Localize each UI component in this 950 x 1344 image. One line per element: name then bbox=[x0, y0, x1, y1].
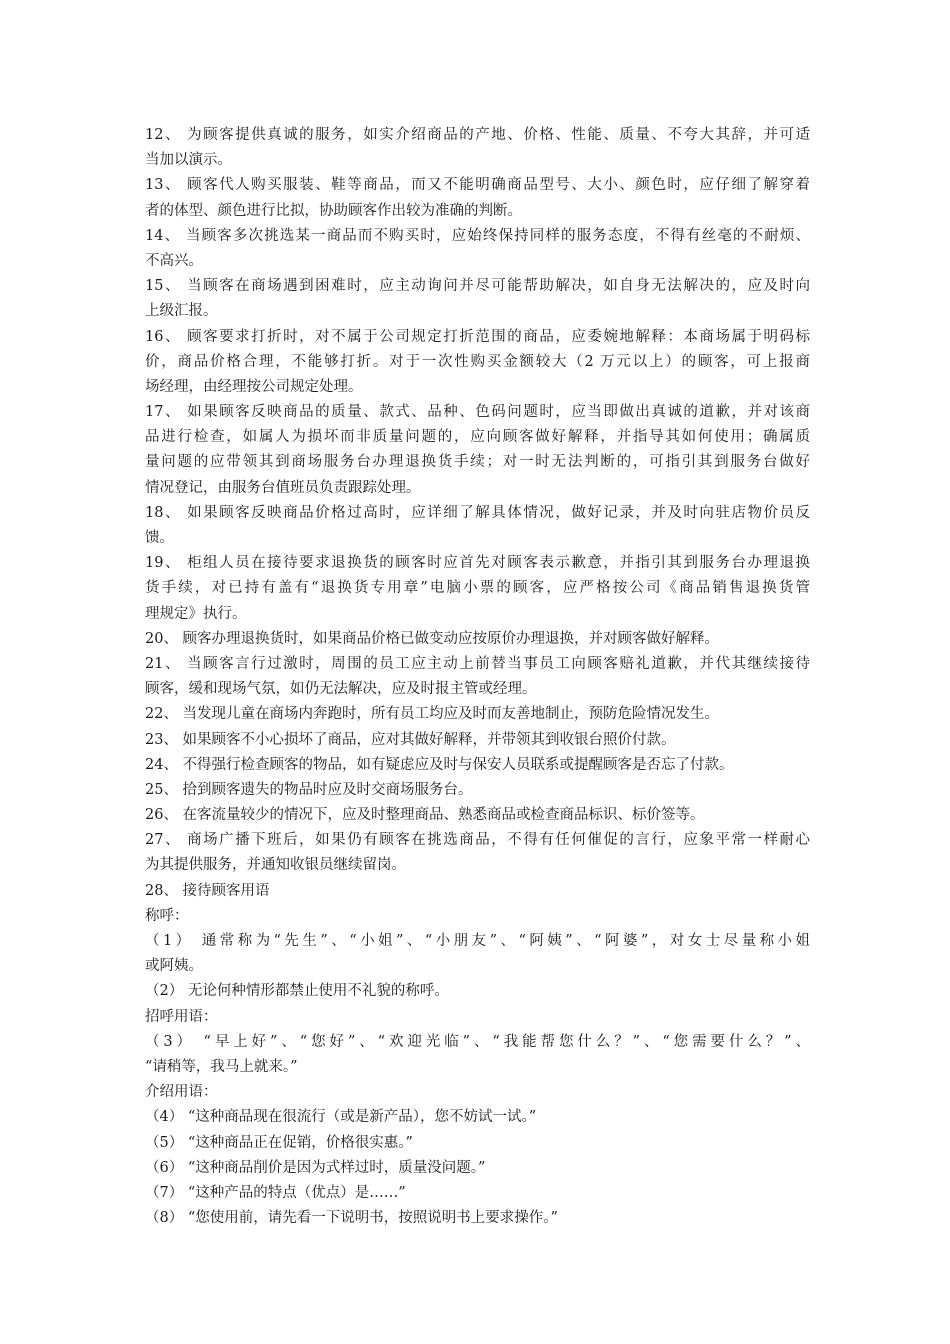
text-line: 或阿姨。 bbox=[145, 958, 203, 975]
text-line: 26、 在客流量较少的情况下，应及时整理商品、熟悉商品或检查商品标识、标价签等。 bbox=[145, 807, 705, 824]
text-line: 16、 顾客要求打折时，对不属于公司规定打折范围的商品，应委婉地解释：本商场属于明码标 bbox=[145, 328, 810, 345]
text-line: 23、 如果顾客不小心损坏了商品，应对其做好解释，并带领其到收银台照价付款。 bbox=[145, 731, 676, 748]
text-line: 为其提供服务，并通知收银员继续留岗。 bbox=[145, 857, 406, 874]
text-line: 货手续，对已持有盖有“退换货专用章”电脑小票的顾客，应严格按公司《商品销售退换货管 bbox=[145, 580, 810, 597]
paragraph-item-21 bbox=[145, 652, 810, 702]
text-line: 14、 当顾客多次挑选某一商品而不购买时，应始终保持同样的服务态度，不得有丝毫的不耐烦、 bbox=[145, 227, 810, 244]
paragraph-item-13 bbox=[145, 173, 810, 223]
text-line: （2） 无论何种情形都禁止使用不礼貌的称呼。 bbox=[145, 983, 449, 1000]
paragraph-item-23 bbox=[145, 728, 810, 753]
paragraph-sub-2 bbox=[145, 979, 810, 1004]
text-line: （7） “这种产品的特点（优点）是……” bbox=[145, 1184, 406, 1201]
text-line: 情况登记，由服务台值班员负责跟踪处理。 bbox=[145, 479, 421, 496]
paragraph-item-19 bbox=[145, 551, 810, 627]
text-line: 28、 接待顾客用语 bbox=[145, 882, 270, 899]
text-line: 场经理，由经理按公司规定处理。 bbox=[145, 378, 363, 395]
text-line: 18、 如果顾客反映商品价格过高时，应详细了解具体情况，做好记录，并及时向驻店物价员反 bbox=[145, 504, 810, 521]
text-line: （6） “这种商品削价是因为式样过时，质量没问题。” bbox=[145, 1159, 486, 1176]
paragraph-sub-8 bbox=[145, 1206, 810, 1231]
text-line: 22、 当发现儿童在商场内奔跑时，所有员工均应及时而友善地制止，预防危险情况发生。 bbox=[145, 706, 720, 723]
text-line: 品进行检查，如属人为损坏而非质量问题的，应向顾客做好解释，并指导其如何使用；确属质 bbox=[145, 429, 810, 446]
text-line: 上级汇报。 bbox=[145, 303, 218, 320]
text-line: （8） “您使用前，请先看一下说明书，按照说明书上要求操作。” bbox=[145, 1210, 558, 1227]
paragraph-sub-6 bbox=[145, 1156, 810, 1181]
document-body bbox=[145, 123, 810, 1231]
paragraph-item-24 bbox=[145, 753, 810, 778]
paragraph-item-14 bbox=[145, 224, 810, 274]
text-line: 介绍用语： bbox=[145, 1084, 218, 1101]
text-line: 19、 柜组人员在接待要求退换货的顾客时应首先对顾客表示歉意，并指引其到服务台办理退换 bbox=[145, 555, 810, 572]
text-line: 不高兴。 bbox=[145, 252, 203, 269]
text-line: 20、 顾客办理退换货时，如果商品价格已做变动应按原价办理退换，并对顾客做好解释。 bbox=[145, 630, 720, 647]
paragraph-sub-5 bbox=[145, 1131, 810, 1156]
paragraph-item-20 bbox=[145, 627, 810, 652]
text-line: 者的体型、颜色进行比拟，协助顾客作出较为准确的判断。 bbox=[145, 202, 522, 219]
paragraph-heading-address bbox=[145, 904, 810, 929]
text-line: 17、 如果顾客反映商品的质量、款式、品种、色码问题时，应当即做出真诚的道歉，并对该商 bbox=[145, 404, 810, 421]
paragraph-sub-1 bbox=[145, 929, 810, 979]
text-line: 称呼： bbox=[145, 907, 189, 924]
text-line: （1） 通常称为“先生”、“小姐”、“小朋友”、“阿姨”、“阿婆”，对女士尽量称小姐 bbox=[145, 933, 810, 949]
paragraph-item-12 bbox=[145, 123, 810, 173]
text-line: 理规定》执行。 bbox=[145, 605, 247, 622]
text-line: （3） “早上好”、“您好”、“欢迎光临”、“我能帮您什么？”、“您需要什么？”、 bbox=[145, 1033, 810, 1050]
text-line: 15、 当顾客在商场遇到困难时，应主动询问并尽可能帮助解决，如自身无法解决的，应及时向 bbox=[145, 278, 810, 295]
text-line: 顾客，缓和现场气氛，如仍无法解决，应及时报主管或经理。 bbox=[145, 681, 537, 698]
text-line: （5） “这种商品正在促销，价格很实惠。” bbox=[145, 1134, 413, 1151]
text-line: “请稍等，我马上就来。” bbox=[145, 1058, 298, 1075]
text-line: 12、 为顾客提供真诚的服务，如实介绍商品的产地、价格、性能、质量、不夸大其辞，并可适 bbox=[145, 127, 810, 143]
paragraph-item-25 bbox=[145, 778, 810, 803]
text-line: 21、 当顾客言行过激时，周围的员工应主动上前替当事员工向顾客赔礼道歉，并代其继续接待 bbox=[145, 655, 810, 672]
paragraph-item-27 bbox=[145, 828, 810, 878]
text-line: 24、 不得强行检查顾客的物品，如有疑虑应及时与保安人员联系或提醒顾客是否忘了付款。 bbox=[145, 756, 734, 773]
paragraph-item-16 bbox=[145, 325, 810, 401]
text-line: 13、 顾客代人购买服装、鞋等商品，而又不能明确商品型号、大小、颜色时，应仔细了解穿着 bbox=[145, 177, 810, 194]
text-line: 价，商品价格合理，不能够打折。对于一次性购买金额较大（2 万元以上）的顾客，可上报商 bbox=[145, 353, 810, 370]
paragraph-item-26 bbox=[145, 803, 810, 828]
paragraph-item-17 bbox=[145, 400, 810, 501]
paragraph-item-28 bbox=[145, 879, 810, 904]
paragraph-item-22 bbox=[145, 702, 810, 727]
paragraph-heading-greeting bbox=[145, 1005, 810, 1030]
paragraph-sub-3 bbox=[145, 1030, 810, 1080]
paragraph-sub-7 bbox=[145, 1181, 810, 1206]
text-line: 招呼用语： bbox=[145, 1008, 218, 1025]
text-line: 量问题的应带领其到商场服务台办理退换货手续；对一时无法判断的，可指引其到服务台做好 bbox=[145, 454, 810, 471]
text-line: 馈。 bbox=[145, 530, 174, 546]
paragraph-item-15 bbox=[145, 274, 810, 324]
paragraph-sub-4 bbox=[145, 1105, 810, 1130]
text-line: 当加以演示。 bbox=[145, 152, 232, 169]
text-line: （4） “这种商品现在很流行（或是新产品），您不妨试一试。” bbox=[145, 1109, 537, 1126]
text-line: 27、 商场广播下班后，如果仍有顾客在挑选商品，不得有任何催促的言行，应象平常一样耐心 bbox=[145, 832, 810, 849]
text-line: 25、 拾到顾客遗失的物品时应及时交商场服务台。 bbox=[145, 781, 473, 798]
paragraph-item-18 bbox=[145, 501, 810, 551]
paragraph-heading-intro bbox=[145, 1080, 810, 1105]
